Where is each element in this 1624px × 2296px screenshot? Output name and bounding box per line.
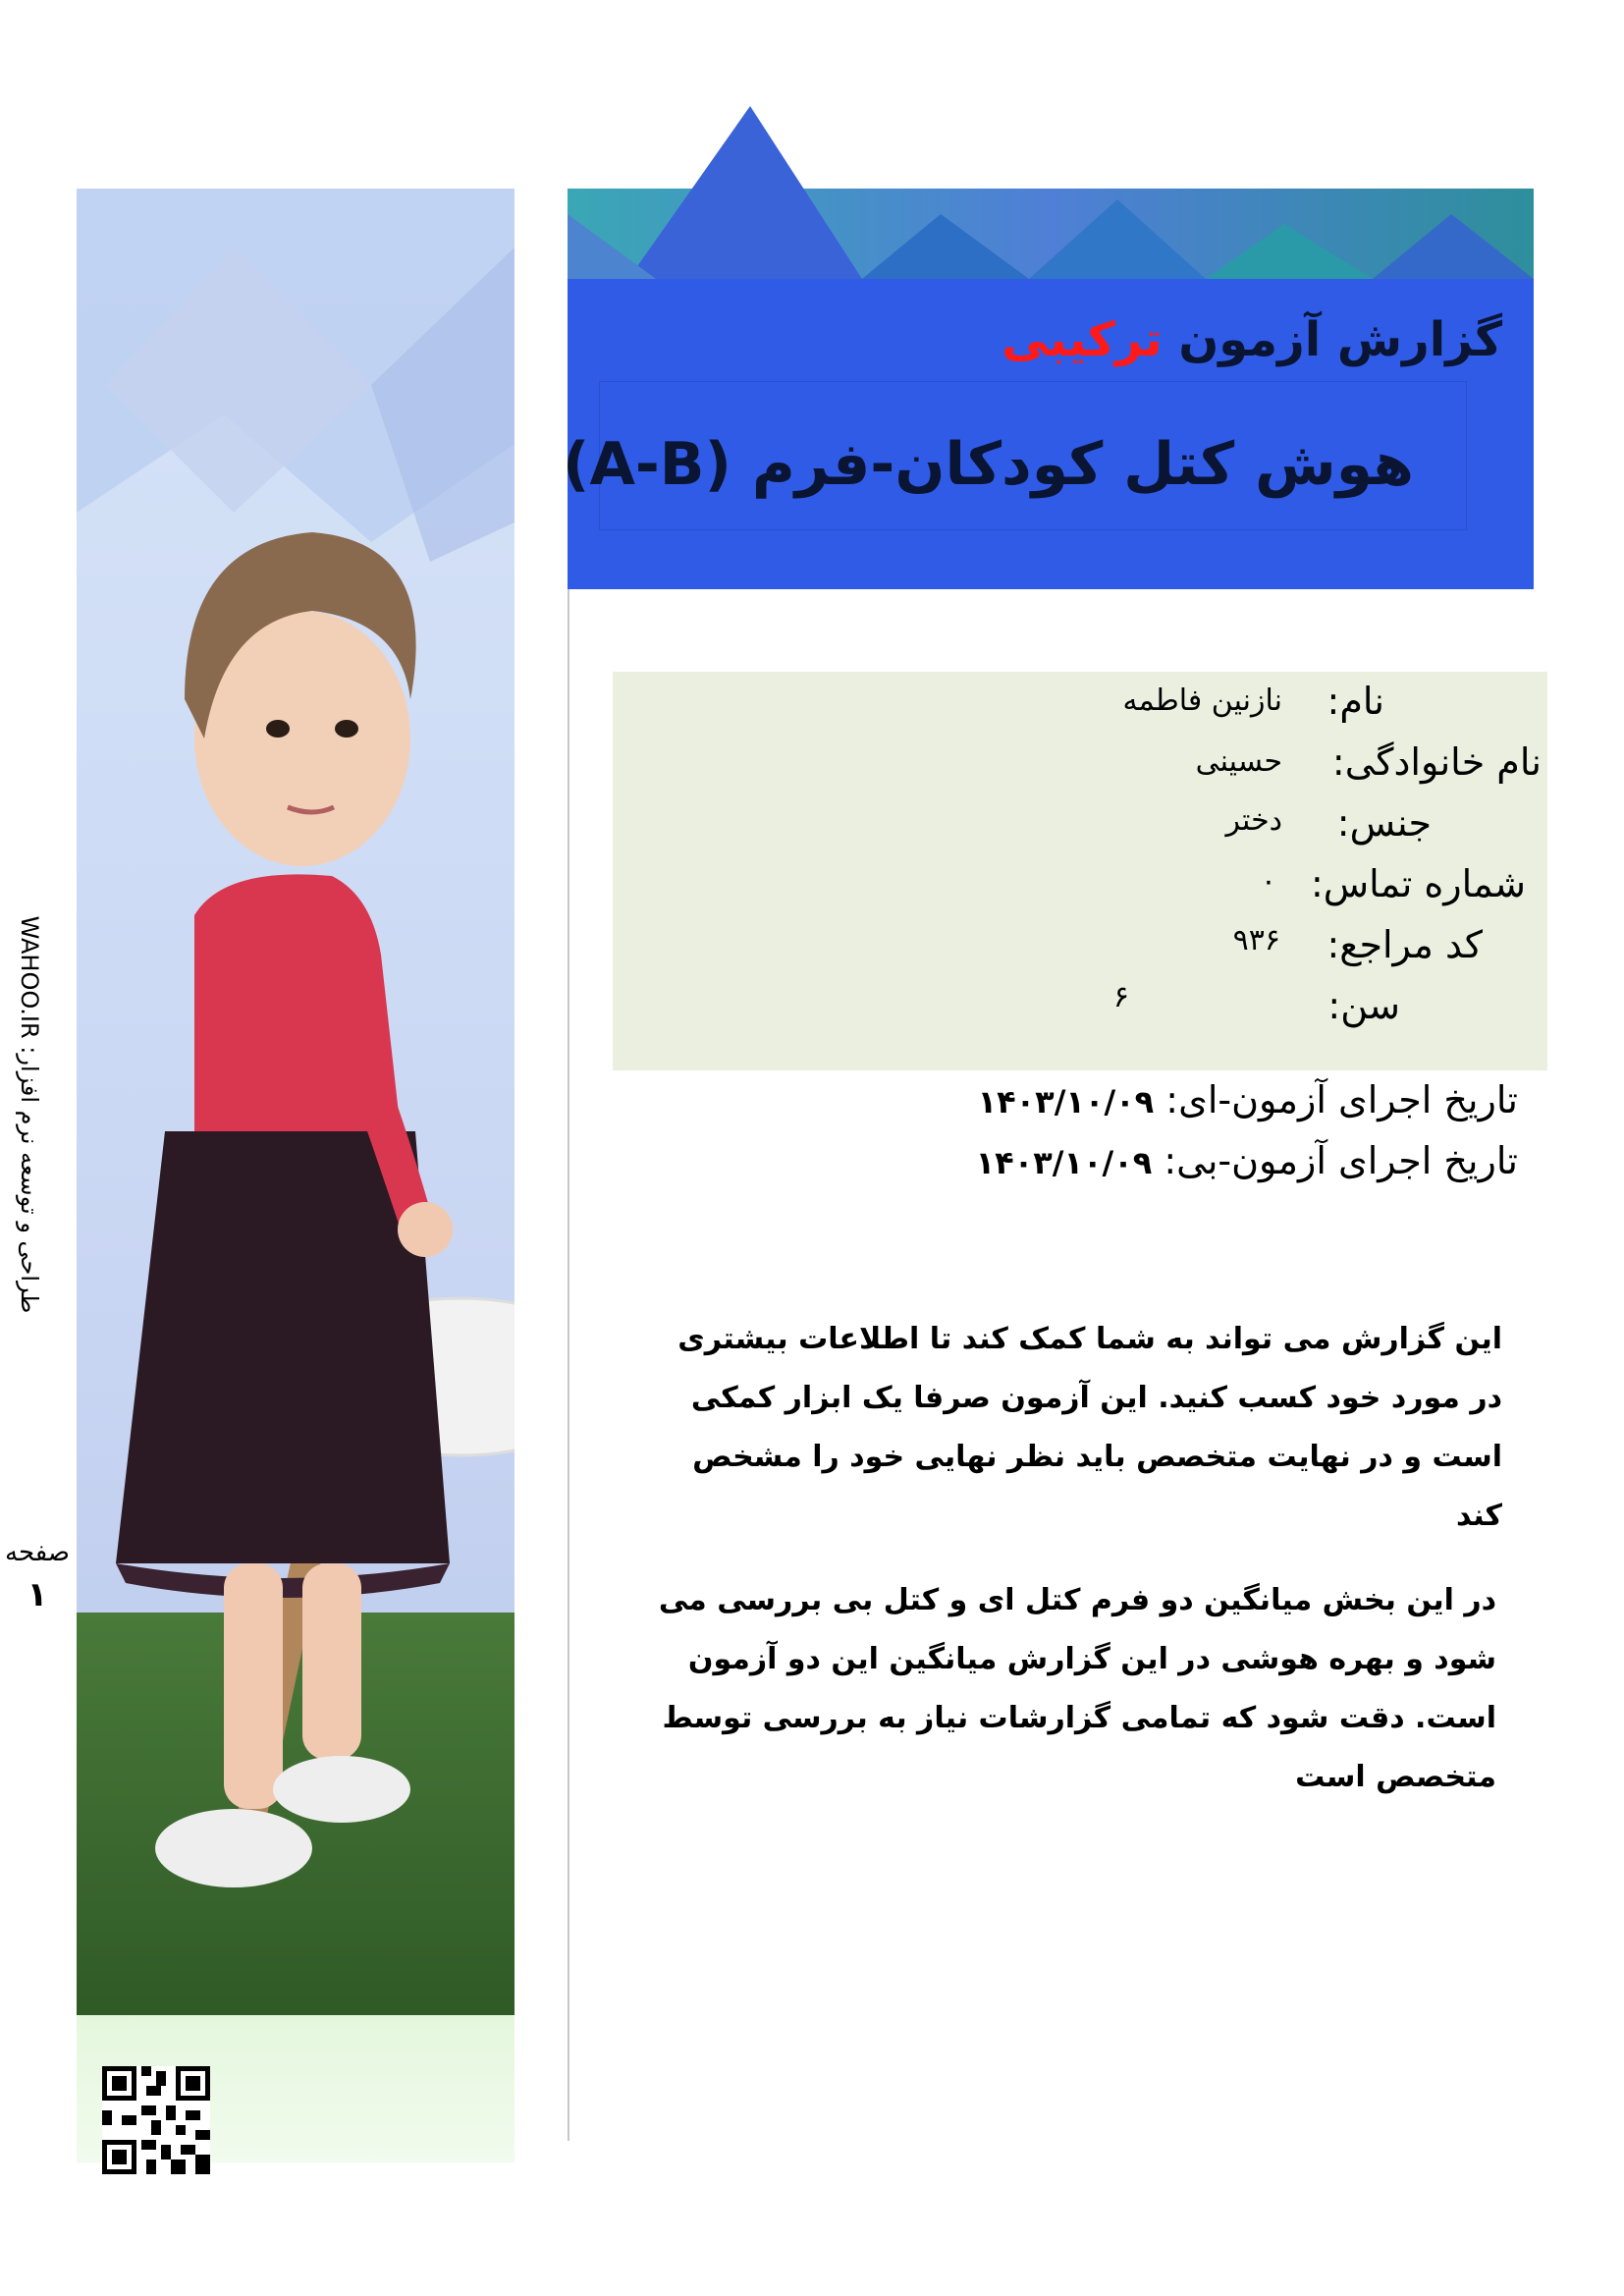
family-value: حسینی	[1195, 744, 1282, 779]
phone-value: ۰	[1260, 864, 1276, 899]
gender-value: دختر	[1225, 803, 1282, 838]
ref-label: کد مراجع:	[1326, 923, 1483, 966]
test-b-date-label: تاریخ اجرای آزمون-بی:	[1164, 1139, 1518, 1182]
age-label: سن:	[1327, 984, 1400, 1027]
section-paragraph: در این بخش میانگین دو فرم کتل ای و کتل بی بررسی می شود و بهره هوشی در این گزارش میانگین این دو آزمون است. دقت شود که تمامی گزارشات نیاز به بررسی توسط متخصص است	[658, 1583, 1496, 1794]
phone-label: شماره تماس:	[1310, 862, 1526, 905]
test-a-date-value: ۱۴۰۳/۱۰/۰۹	[977, 1083, 1155, 1121]
page-label: صفحه	[5, 1538, 70, 1567]
child-photo	[77, 189, 514, 2015]
test-b-date-value: ۱۴۰۳/۱۰/۰۹	[975, 1144, 1153, 1181]
name-value: نازنین فاطمه	[1122, 683, 1282, 718]
age-value: ۶	[1112, 980, 1129, 1014]
developer-credit	[0, 903, 59, 1326]
test-a-date-label: تاریخ اجرای آزمون-ای:	[1165, 1078, 1518, 1121]
test-name: هوش کتل کودکان-فرم (A-B)	[563, 430, 1414, 499]
developer-credit-text: طراحی و توسعه نرم افزار: WAHOO.IR	[16, 915, 43, 1314]
family-label: نام خانوادگی:	[1331, 740, 1542, 784]
qr-code	[102, 2066, 210, 2174]
report-title	[1001, 312, 1502, 367]
report-title-accent: ترکیبی	[1001, 312, 1163, 367]
name-label: نام:	[1326, 680, 1384, 723]
report-title-main: گزارش آزمون	[1178, 312, 1502, 367]
page-number: ۱	[27, 1575, 48, 1614]
test-b-date	[976, 1139, 1518, 1182]
test-a-date	[978, 1078, 1518, 1121]
ref-value: ۹۳۶	[1232, 923, 1280, 957]
gender-label: جنس:	[1336, 801, 1432, 845]
intro-paragraph: این گزارش می تواند به شما کمک کند تا اطلاعات بیشتری در مورد خود کسب کنید. این آزمون صرفا یک ابزار کمکی است و در نهایت متخصص باید نظر نهایی خود را مشخص کند	[677, 1322, 1502, 1533]
divider-line	[568, 589, 569, 2141]
header-pattern	[568, 106, 1534, 279]
